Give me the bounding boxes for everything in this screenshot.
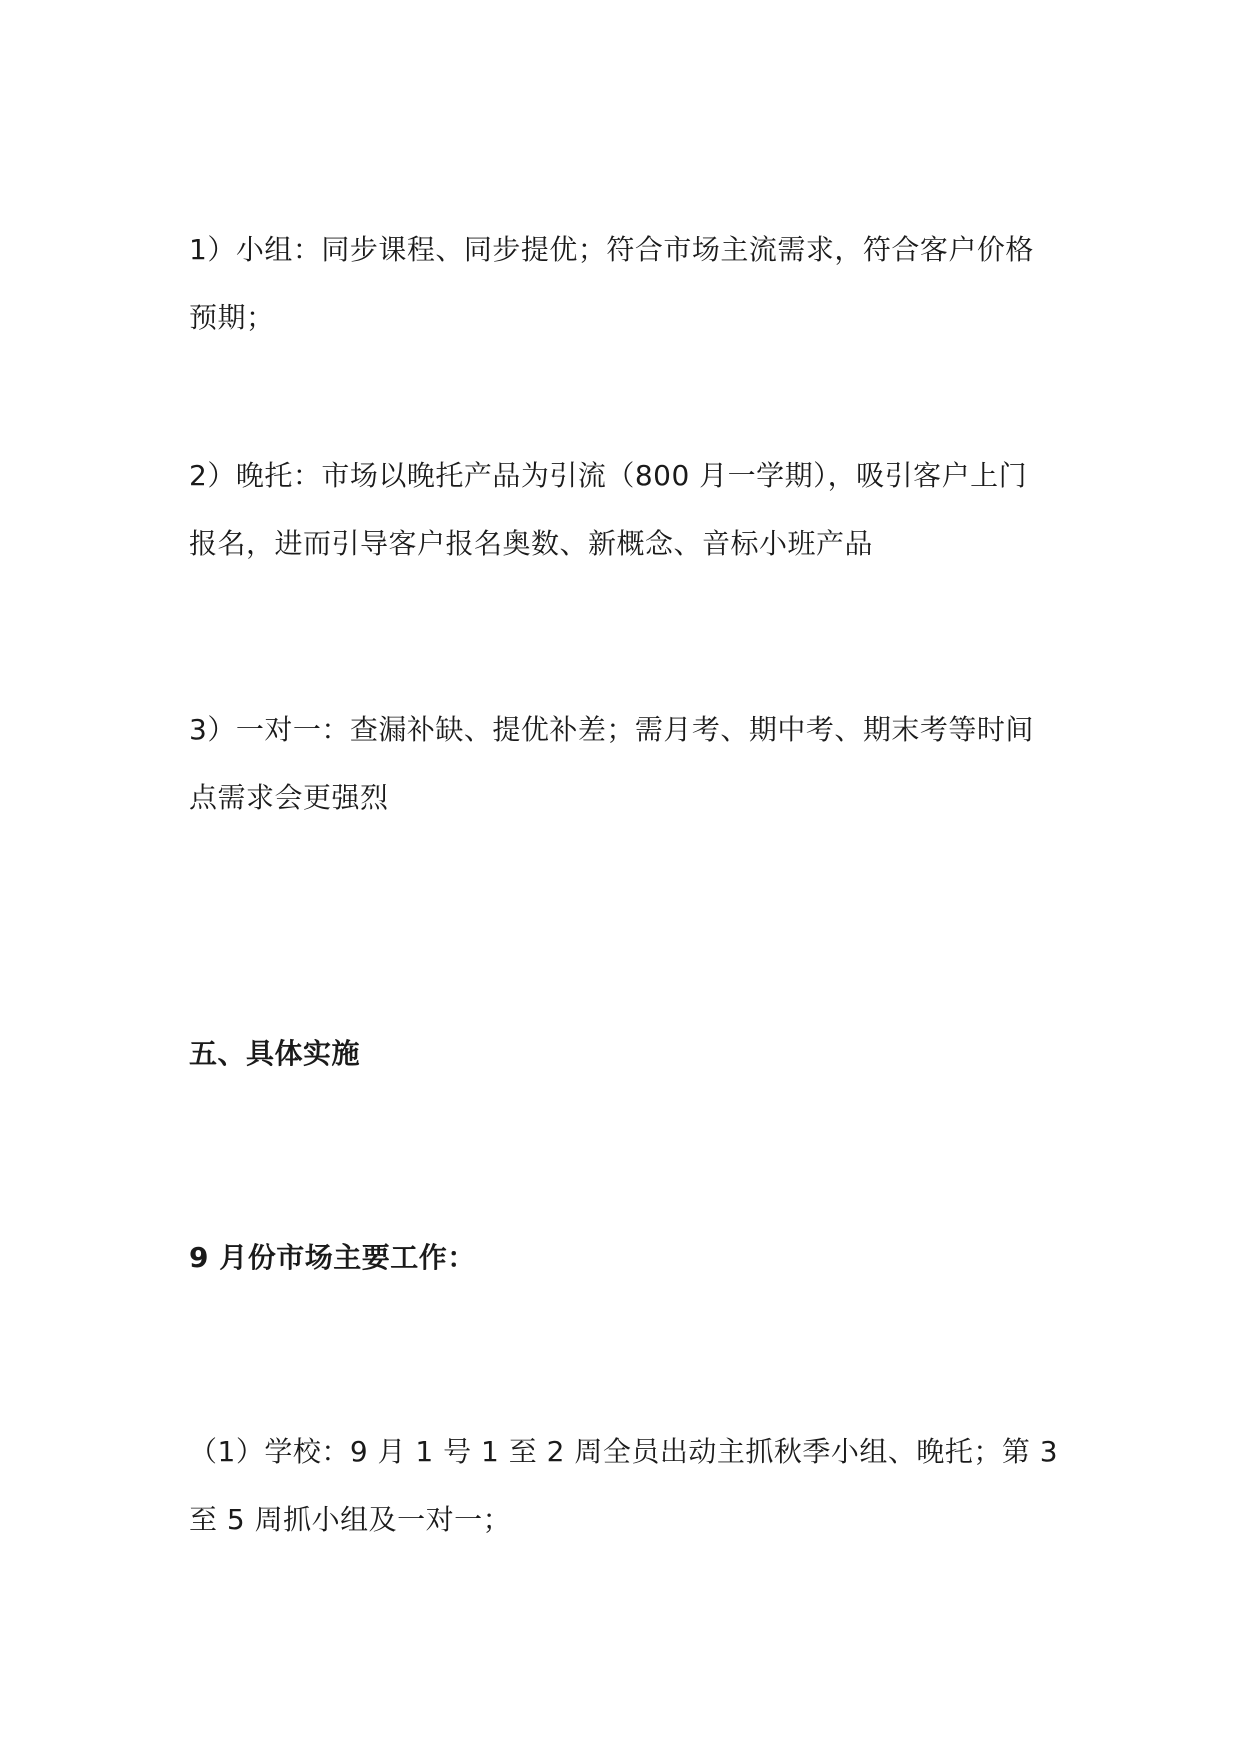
paragraph-line-2: 至 5 周抓小组及一对一； (189, 1503, 512, 1536)
paragraph-line-1: （1）学校：9 月 1 号 1 至 2 周全员出动主抓秋季小组、晚托；第 3 (189, 1435, 1059, 1468)
sub-heading: 9 月份市场主要工作： (189, 1241, 476, 1274)
section-heading: 五、具体实施 (189, 1037, 361, 1070)
item-1-line-2: 预期； (189, 301, 275, 334)
item-3-line-2: 点需求会更强烈 (189, 781, 389, 814)
item-2-line-1: 2）晚托：市场以晚托产品为引流（800 月一学期），吸引客户上门 (189, 459, 1028, 492)
item-3-line-1: 3）一对一：查漏补缺、提优补差；需月考、期中考、期末考等时间 (189, 713, 1034, 746)
item-2-line-2: 报名，进而引导客户报名奥数、新概念、音标小班产品 (189, 527, 874, 560)
item-1-line-1: 1）小组：同步课程、同步提优；符合市场主流需求，符合客户价格 (189, 233, 1034, 266)
